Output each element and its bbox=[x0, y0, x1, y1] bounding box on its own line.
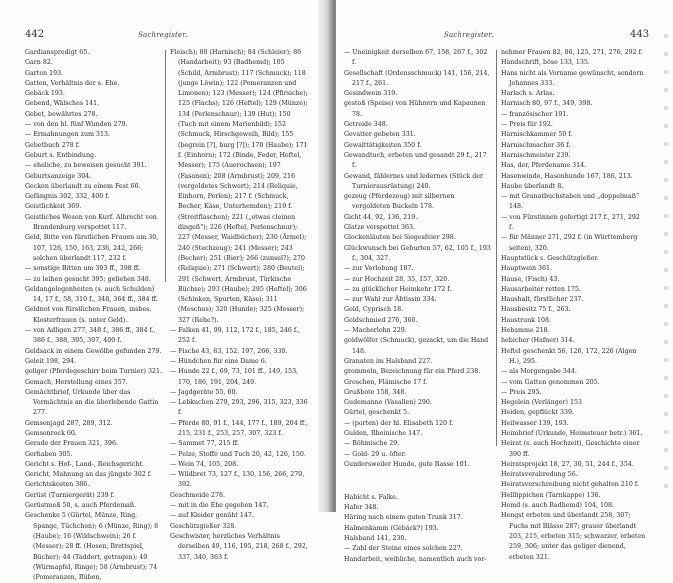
section-gap bbox=[344, 476, 492, 486]
index-entry: Gewalttätigkeiten 350 f. bbox=[344, 141, 422, 149]
index-entry: Geschützgießer 328. bbox=[170, 522, 237, 530]
running-head: Sachregister. bbox=[138, 31, 188, 39]
index-entry: Gebend, Wälsches 141. bbox=[25, 100, 100, 108]
index-entry: Goldschmied 276, 360. bbox=[344, 316, 418, 324]
index-entry: — Zahl der Steine eines solchen 227. bbox=[344, 545, 463, 553]
index-entry: Harnisch 80, 97 f., 349, 398. bbox=[501, 100, 593, 108]
index-column-right-2 bbox=[501, 48, 646, 563]
index-entry: Halsband 141, 230. bbox=[344, 534, 407, 542]
index-entry: Gulden, Rheinische 147. bbox=[344, 429, 423, 437]
index-entry: — (porten) der hl. Elisabeth 120 f. bbox=[344, 419, 454, 427]
index-entry: Geldsack in einem Gewölbe gefunden 279. bbox=[25, 347, 162, 355]
index-entry: Gürtel, geschenkt 5. bbox=[344, 409, 410, 417]
index-entry: Groschen, Flämische 17 f. bbox=[344, 378, 428, 386]
index-entry: Has, der, Pferdename 314. bbox=[501, 162, 587, 170]
index-entry: — Lebkuchen 279, 293, 296, 315, 323, 336 f. bbox=[170, 399, 308, 417]
index-entry: Gemsenrock 60. bbox=[25, 429, 77, 437]
index-entry: — Hündchen für eine Dame 6. bbox=[170, 357, 267, 365]
index-entry: Gundersweiler Hunde, gute Rasse 101. bbox=[344, 460, 470, 468]
index-entry: — Preis 295. bbox=[501, 388, 542, 396]
index-entry: Haushalt, fürstlicher 237. bbox=[501, 296, 584, 304]
index-entry: — mit Granatbuchstaben und „doppelmaß“ 148. bbox=[501, 193, 640, 211]
index-entry: Gebet, bewährtes 278. bbox=[25, 110, 98, 118]
index-entry: — von den hl. fünf Wunden 279. bbox=[25, 121, 128, 129]
right-page bbox=[336, 0, 673, 563]
index-entry: — zur Verlobung 187. bbox=[344, 265, 414, 273]
index-entry: Habicht s. Falke. bbox=[344, 493, 398, 501]
index-entry: Handschrift, böse 133, 135. bbox=[501, 59, 590, 67]
index-entry: — eheliche, zu beweisen gesucht 391. bbox=[25, 162, 147, 170]
index-entry: Gerade der Frauen 321, 396. bbox=[25, 440, 119, 448]
index-entry: Heirat (s. auch Hochzeit), Geschichte einer 390 ff. bbox=[501, 440, 640, 458]
index-entry: Gicht 44, 92, 136, 219. bbox=[344, 213, 418, 221]
index-entry: Gesindwein 319. bbox=[344, 90, 398, 98]
index-entry: Gerichtskosten 386. bbox=[25, 481, 90, 489]
running-head: Sachregister. bbox=[444, 31, 494, 39]
index-entry: Geldnot von fürstlichen Frauen, insbes. Klosterfrauen (s. unter Geld). bbox=[25, 306, 152, 324]
index-entry: Gericht, Mahnung an das jüngste 302 f. bbox=[25, 471, 152, 479]
index-entry: — Wildbret 73, 127 f., 130, 156, 266, 270, 392. bbox=[170, 471, 305, 489]
index-entry: Gerüstmeß 50, s. auch Pferdemaß. bbox=[25, 502, 137, 510]
index-entry: Fleisch); 80 (Harnisch); 84 (Schleier); 86 (Handarbeit); 93 (Badhemd); 105 (Schild, Armbrust); 117 (Schmuck); 118 (junge Löwin); 122 (Pomeranzen und Limonen); 123 (Messer); 124 (Pfirsiche); 125 (Flachs); 126 (Heftel); 129 (Münze); 134 (Perlenschnur); 139 (Hut); 150 (Tuch mit einem Marienbild); 152 (Schmuck, Hirschgeweih, Bild); 155 (begrein [?], burg [?]); 170 (Haube); 171 f. (Einhorn); 172 (Binde, Feder, Heftel, Messer); 175 (Auerochsen); 197 (Fasanen); 208 (Armbrust); 209, 216 (vergoldetes Schwert); 214 (Reliquie, Einhorn, Perlen); 217 f. (Schmuck, Becher, Käse, Unterhemden); 219 f. (Streitflaschen); 221 („etwas cleinen dingeß“); 226 (Heftel, Perlenschnur); 227 (Messer, Waidbücher); 230 (Ärmel); 240 (Stechzeug); 241 (Messer); 243 (Becher); 251 (Bier); 266 (zunsel?); 270 (Reliquie); 271 (Schwert); 280 (Beutel); 291 (Schwert, Armbrust, Türkische Büchse); 293 (Haube); 295 (Heftel); 306 (Schinken, Spurten, Käse); 311 (Moschus); 320 (Hunde); 325 (Messer); 327 (Rehe?). bbox=[170, 49, 308, 324]
index-entry: Gericht s. Hof-, Land-, Reichsgericht. bbox=[25, 460, 144, 468]
index-entry: — zu leihen gesucht 395; geliehen 348. bbox=[25, 275, 151, 283]
index-entry: nehmer Frauen 82, 86, 125, 271, 276, 292 f. bbox=[501, 49, 643, 56]
index-entry: Glückwunsch bei Geburten 57, 62, 105 f., 193 f., 304, 327. bbox=[344, 244, 491, 262]
column-divider bbox=[165, 50, 166, 282]
index-entry: Hausarbeiter retten 175. bbox=[501, 285, 581, 293]
index-entry: Hebamme 218. bbox=[501, 327, 550, 335]
index-entry: Hafer 348. bbox=[344, 504, 379, 512]
index-entry: — Fische 43, 83, 152, 197, 266, 330. bbox=[170, 347, 288, 355]
index-entry: Glatze verspottet 363. bbox=[344, 224, 416, 232]
index-entry: Heiden, gepflückt 339. bbox=[501, 409, 574, 417]
index-entry: Gebetbuch 278 f. bbox=[25, 141, 80, 149]
index-entry: — zur Wahl zur Äbtissin 334. bbox=[344, 296, 437, 304]
index-entry: — Pelze, Stoffe und Tuch 20, 42, 126, 150. bbox=[170, 450, 306, 458]
index-entry: Garten 193. bbox=[25, 69, 64, 77]
index-entry: Harnischmacher 36 f. bbox=[501, 141, 571, 149]
index-entry: geliger (Pferdegeschirr beim Turnier) 321. bbox=[25, 368, 162, 376]
index-entry: Gesellschaft (Ordensschmuck) 141, 156, 214, 217 f., 261. bbox=[344, 69, 490, 87]
index-entry: Häring nach einem guten Trunk 317. bbox=[344, 514, 463, 522]
index-entry: Handarbeit, weibliche, namentlich auch vor- bbox=[344, 555, 487, 563]
index-entry: Harnischmeister 239. bbox=[501, 151, 571, 159]
index-entry: Geschmeide 278. bbox=[170, 491, 226, 499]
index-entry: Geschenke 5 (Gürtel, Münze, Ring, Spange, Tüchchen); 6 (Münze, Ring); 8 (Haube); 16 (Wildschwein); 26 f. (Messer); 28 ff. (Hosen, Brettspiel, Bücher); 44 (Taddert, getragen); 49 (Würmapfel, Ringe); 58 (Armbrust); 74 (Pomeranzen, Rüben, bbox=[25, 512, 159, 582]
index-entry: Heiratsverabredung 56. bbox=[501, 471, 578, 479]
index-entry: Harlach s. Arlas. bbox=[501, 90, 555, 98]
index-entry: Geburtsanzeige 304. bbox=[25, 172, 92, 180]
index-entry: Gemach, Herstellung eines 357. bbox=[25, 378, 128, 386]
index-entry: Helllippichen (Tarnkappe) 136. bbox=[501, 491, 601, 499]
index-entry: — Preis für 192. bbox=[501, 121, 553, 129]
page-number: 442 bbox=[25, 29, 45, 40]
page-number: 443 bbox=[630, 29, 650, 40]
index-entry: Geistlichkeit 369. bbox=[25, 203, 82, 211]
margin-specks bbox=[664, 20, 668, 490]
index-entry: — Wein 74, 105, 208. bbox=[170, 460, 239, 468]
index-entry: — mit in die Ehe gegeben 147. bbox=[170, 502, 269, 510]
index-entry: Gerüst (Turniergerät) 239 f. bbox=[25, 491, 115, 499]
index-entry: Haustrunk 108. bbox=[501, 316, 552, 324]
index-column-left-1 bbox=[25, 48, 163, 583]
index-entry: Gebäck 193. bbox=[25, 90, 65, 98]
index-entry: Harnischkammer 50 f. bbox=[501, 131, 573, 139]
index-entry: — Sammet 77, 215 ff. bbox=[170, 440, 239, 448]
index-entry: Gecken überlandt zu einem Fest 66. bbox=[25, 182, 141, 190]
index-entry: Garn 82. bbox=[25, 59, 53, 67]
index-entry: — Macherlohn 229. bbox=[344, 327, 407, 335]
index-entry: Hausbesitz 75 f., 263. bbox=[501, 306, 571, 314]
index-entry: Hegelein (Verlänger) 153 bbox=[501, 399, 583, 407]
left-page bbox=[0, 0, 336, 582]
index-entry: — von Fürstinnen gefertigt 217 f., 271, 292 f. bbox=[501, 213, 640, 232]
index-entry: — Uneinigkeit derselben 67, 158, 267 f., 302 f. bbox=[344, 49, 488, 67]
index-entry: gestoß (Speise) von Hühnern und Kapaunen 78. bbox=[344, 100, 486, 118]
index-entry: Gewandtuch, erbeten und gesandt 29 f., 217 f. bbox=[344, 151, 487, 170]
index-entry: — zur Hochzeit 28, 35, 157, 320. bbox=[344, 275, 450, 283]
index-entry: — Böhmische 29. bbox=[344, 440, 400, 448]
index-entry: — Falken 41, 99, 112, 172 f., 185, 246 f., 252 f. bbox=[170, 327, 300, 345]
index-entry: — als Morgengabe 344. bbox=[501, 368, 577, 376]
index-entry: — Ermahnungen zum 313. bbox=[25, 131, 111, 139]
index-entry: Glockenläuten bei Siegesfeier 298. bbox=[344, 234, 456, 242]
index-entry: Granaten im Halsband 227. bbox=[344, 357, 433, 365]
index-entry: Heiratsverschreibung nicht gehalten 210 f. bbox=[501, 481, 639, 489]
index-entry: Getreide 348. bbox=[344, 121, 388, 129]
index-entry: — sonstige Bitten um 393 ff., 398 ff. bbox=[25, 265, 140, 273]
index-entry: Geburt s. Entbindung. bbox=[25, 151, 97, 159]
index-entry: Geistliches Wesen von Kurf. Albrecht von Brandenburg verspottet 117. bbox=[25, 213, 157, 232]
index-column-right-1 bbox=[344, 48, 492, 565]
index-entry: Heftel geschenkt 56, 126, 172, 226 (Algen H.), 295. bbox=[501, 347, 637, 365]
index-entry: Haube überlandt 8. bbox=[501, 182, 564, 190]
index-entry: goldwölfer (Schmuck), gezackt, um die Hand 148. bbox=[344, 337, 489, 355]
index-entry: Hengst erbeten und überlandt 258, 307; Fuchs mit Blässe 287; grauer überlandt 203, 215, erbeten 315; schwarzer, erbeten 259, 306; unter das geliger dienend, erbeten 321. bbox=[501, 512, 646, 561]
index-entry: Hause, (Fisch) 43. bbox=[501, 275, 560, 283]
index-entry: Hans nicht als Vorname gewünscht, sondern Johannes 333. bbox=[501, 69, 644, 87]
index-entry: grommeln, Bezeichnung für ein Pferd 238. bbox=[344, 368, 481, 376]
index-entry: Geld, Bitte von fürstlichen Frauen um 30, 107, 126, 150, 163, 236, 242, 266; solchen überlandt 117, 232 f. bbox=[25, 234, 159, 262]
index-entry: Heilwasser 139, 193. bbox=[501, 419, 569, 427]
index-entry: — von Adligen 277, 348 f., 386 ff., 384 f., 386 f., 388, 395, 397, 400 f. bbox=[25, 327, 156, 345]
column-divider bbox=[496, 50, 497, 446]
index-entry: Geschwister, herzliches Verhältnis derselben 49, 116, 195, 218, 268 f., 292, 337, 340, 363 f. bbox=[170, 532, 308, 561]
index-entry: Gardianspredigt 65. bbox=[25, 49, 90, 56]
index-entry: hebicher (Hafner) 314. bbox=[501, 337, 575, 345]
index-entry: Heiratsprojekt 18, 27, 30, 51, 244 f., 354. bbox=[501, 460, 634, 468]
index-entry: Gudemanne (Vasallen) 290. bbox=[344, 399, 432, 407]
index-entry: — Jagdgeräte 55, 60. bbox=[170, 388, 238, 396]
index-entry: Gold, Cyprisch 18. bbox=[344, 306, 404, 314]
index-entry: Hauptwein 361. bbox=[501, 265, 553, 273]
index-entry: Gerhaben 305. bbox=[25, 450, 73, 458]
index-entry: Gemsenjagd 287, 289, 312. bbox=[25, 419, 113, 427]
index-entry: Gevatter gebeten 331. bbox=[344, 131, 416, 139]
index-entry: — zu glücklicher Heimkehr 172 f. bbox=[344, 285, 452, 293]
index-entry: Hasenwinde, Hasenhunde 167, 186, 213. bbox=[501, 172, 633, 180]
index-entry: Gatten, Verhältnis der s. Ehe. bbox=[25, 79, 120, 87]
index-entry: Gemächtbrief, Urkunde über das Vermächtnis an die überlebende Gattin 277. bbox=[25, 388, 159, 417]
index-entry: gezeug (Pferdezeug) mit silbernen vergoldeten Buckeln 178. bbox=[344, 193, 455, 211]
index-entry: Geldangelegenheiten (s. auch Schulden) 14, 17 f., 58, 310 f., 348, 364 ff., 384 ff. bbox=[25, 285, 158, 304]
index-entry: Hemd (s. auch Badhemd) 104, 108. bbox=[501, 502, 615, 510]
index-entry: Gewand, fählernes und ledernes (Stück der Turnierausrüstung) 240. bbox=[344, 172, 484, 190]
index-entry: — Gold- 29 u. öfter. bbox=[344, 450, 407, 458]
index-entry: — für Männer 271, 292 f. (in Württemberg selten), 320. bbox=[501, 234, 638, 252]
index-entry: — französischer 191. bbox=[501, 110, 569, 118]
index-entry: Grußbote 158, 348. bbox=[344, 388, 407, 396]
index-entry: Heimbrief (Urkunde, Heimsteuer betr.) 361. bbox=[501, 429, 643, 437]
index-entry: Halmenkamm (Gebäck?) 193. bbox=[344, 524, 439, 532]
index-entry: Hauptstück s. Geschützgießer. bbox=[501, 254, 599, 262]
index-entry: — Hunde 22 f., 69, 73, 101 ff., 149, 153, 170, 186, 191, 204, 249. bbox=[170, 368, 299, 386]
index-entry: — Pferde 80, 91 f., 144, 177 f., 189, 204 ff., 215, 231 f., 253, 257, 307, 323 f. bbox=[170, 419, 308, 437]
index-entry: Gefängnis 302, 332, 400 f. bbox=[25, 193, 110, 201]
index-entry: Geleit 198, 294. bbox=[25, 357, 77, 365]
index-entry: — vom Gatten genommen 205. bbox=[501, 378, 600, 386]
index-column-left-2 bbox=[170, 48, 310, 563]
index-entry: — auf Kleider genäht 147. bbox=[170, 512, 254, 520]
